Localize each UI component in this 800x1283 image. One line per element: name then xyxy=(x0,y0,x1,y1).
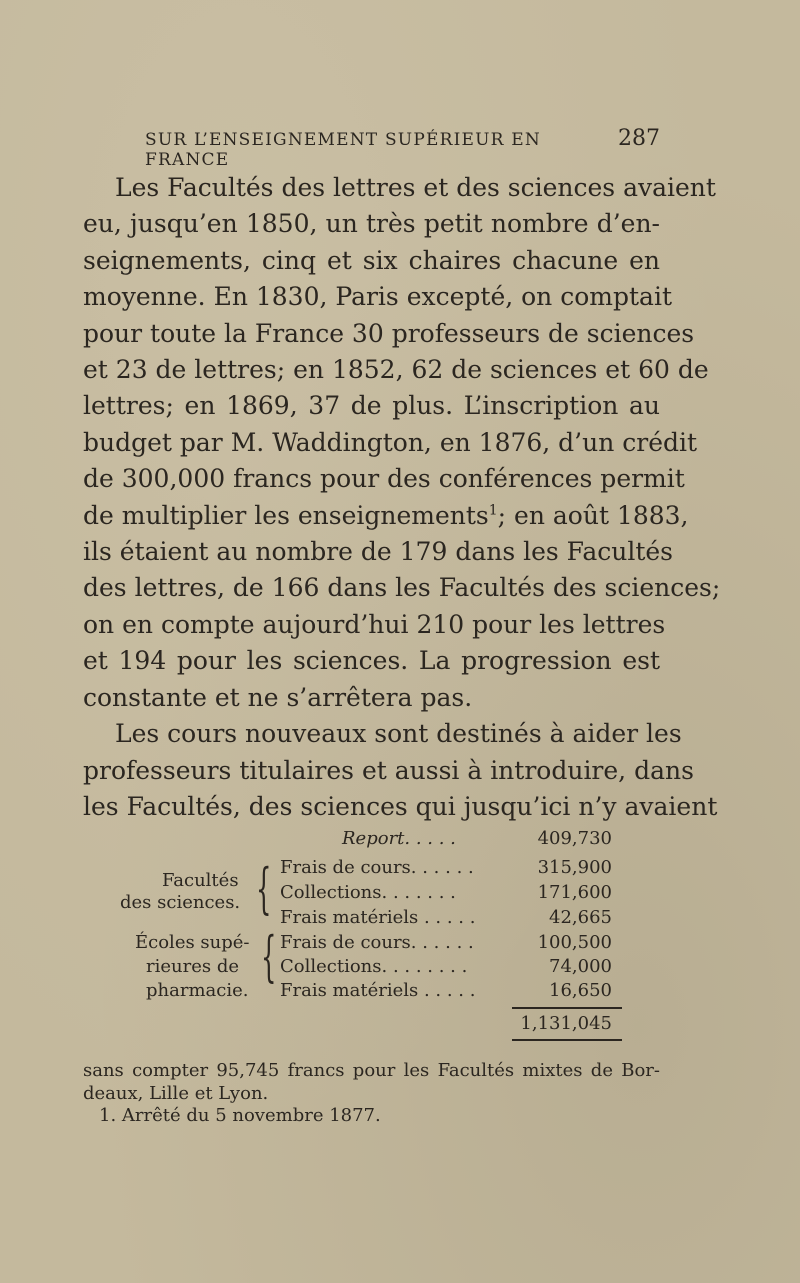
sum-rule xyxy=(512,1007,622,1009)
text-line: sans compter 95,745 francs pour les Facultés mixtes de Bor- xyxy=(83,1060,660,1081)
item-label: Collections. . . . . . . . xyxy=(280,956,468,977)
footnote-marker: 1 xyxy=(488,502,498,519)
text-line: et 194 pour les sciences. La progression est xyxy=(83,646,660,676)
report-label: Report. . . . . xyxy=(342,828,456,849)
text-line: on en compte aujourd’hui 210 pour les lettres xyxy=(83,609,666,639)
text-line: des lettres, de 166 dans les Facultés des sciences; xyxy=(83,573,721,603)
group-label: des sciences. xyxy=(120,892,241,913)
item-label: Frais matériels . . . . . xyxy=(280,980,476,1001)
text-line: ils étaient au nombre de 179 dans les Facultés xyxy=(83,537,673,567)
text-segment: de multiplier les enseignements xyxy=(83,500,489,530)
text-line-with-note xyxy=(83,498,689,534)
item-label: Frais de cours. . . . . . xyxy=(280,857,474,878)
brace-icon: { xyxy=(256,857,272,920)
total-value: 1,131,045 xyxy=(520,1013,612,1034)
page-number: 287 xyxy=(618,126,660,151)
text-line: seignements, cinq et six chaires chacune en xyxy=(83,245,660,275)
group-label: rieures de xyxy=(146,956,239,977)
report-value: 409,730 xyxy=(537,828,612,849)
text-line: budget par M. Waddington, en 1876, d’un crédit xyxy=(83,427,698,457)
item-value: 171,600 xyxy=(537,882,612,903)
item-value: 315,900 xyxy=(537,857,612,878)
text-line: lettres; en 1869, 37 de plus. L’inscription au xyxy=(83,391,660,421)
footnote: 1. Arrêté du 5 novembre 1877. xyxy=(99,1105,381,1126)
item-label: Collections. . . . . . . xyxy=(280,882,456,903)
item-value: 16,650 xyxy=(549,980,612,1001)
text-line: Les cours nouveaux sont destinés à aider les xyxy=(115,719,682,749)
text-line: moyenne. En 1830, Paris excepté, on comptait xyxy=(83,282,672,312)
text-line: deaux, Lille et Lyon. xyxy=(83,1083,269,1104)
text-line: constante et ne s’arrêtera pas. xyxy=(83,682,473,712)
group-label: Facultés xyxy=(162,870,239,891)
item-value: 42,665 xyxy=(549,907,612,928)
text-line: les Facultés, des sciences qui jusqu’ici n’y avaient xyxy=(83,791,718,821)
text-line: pour toute la France 30 professeurs de sciences xyxy=(83,318,695,348)
group-label: pharmacie. xyxy=(146,980,249,1001)
running-title: SUR L’ENSEIGNEMENT SUPÉRIEUR EN FRANCE xyxy=(145,130,541,170)
text-line: de 300,000 francs pour des conférences permit xyxy=(83,464,685,494)
text-line: eu, jusqu’en 1850, un très petit nombre d’en- xyxy=(83,209,660,239)
brace-icon: { xyxy=(261,925,277,988)
item-label: Frais de cours. . . . . . xyxy=(280,932,474,953)
item-label: Frais matériels . . . . . xyxy=(280,907,476,928)
text-line: professeurs titulaires et aussi à introduire, dans xyxy=(83,755,694,785)
text-line: Les Facultés des lettres et des sciences avaient xyxy=(115,173,716,202)
item-value: 100,500 xyxy=(537,932,612,953)
item-value: 74,000 xyxy=(549,956,612,977)
text-segment: ; en août 1883, xyxy=(497,500,689,530)
running-header xyxy=(145,126,660,170)
body-text xyxy=(83,170,721,825)
sum-rule xyxy=(512,1039,622,1041)
text-line: et 23 de lettres; en 1852, 62 de sciences et 60 de xyxy=(83,355,709,385)
group-label: Écoles supé- xyxy=(135,932,250,953)
